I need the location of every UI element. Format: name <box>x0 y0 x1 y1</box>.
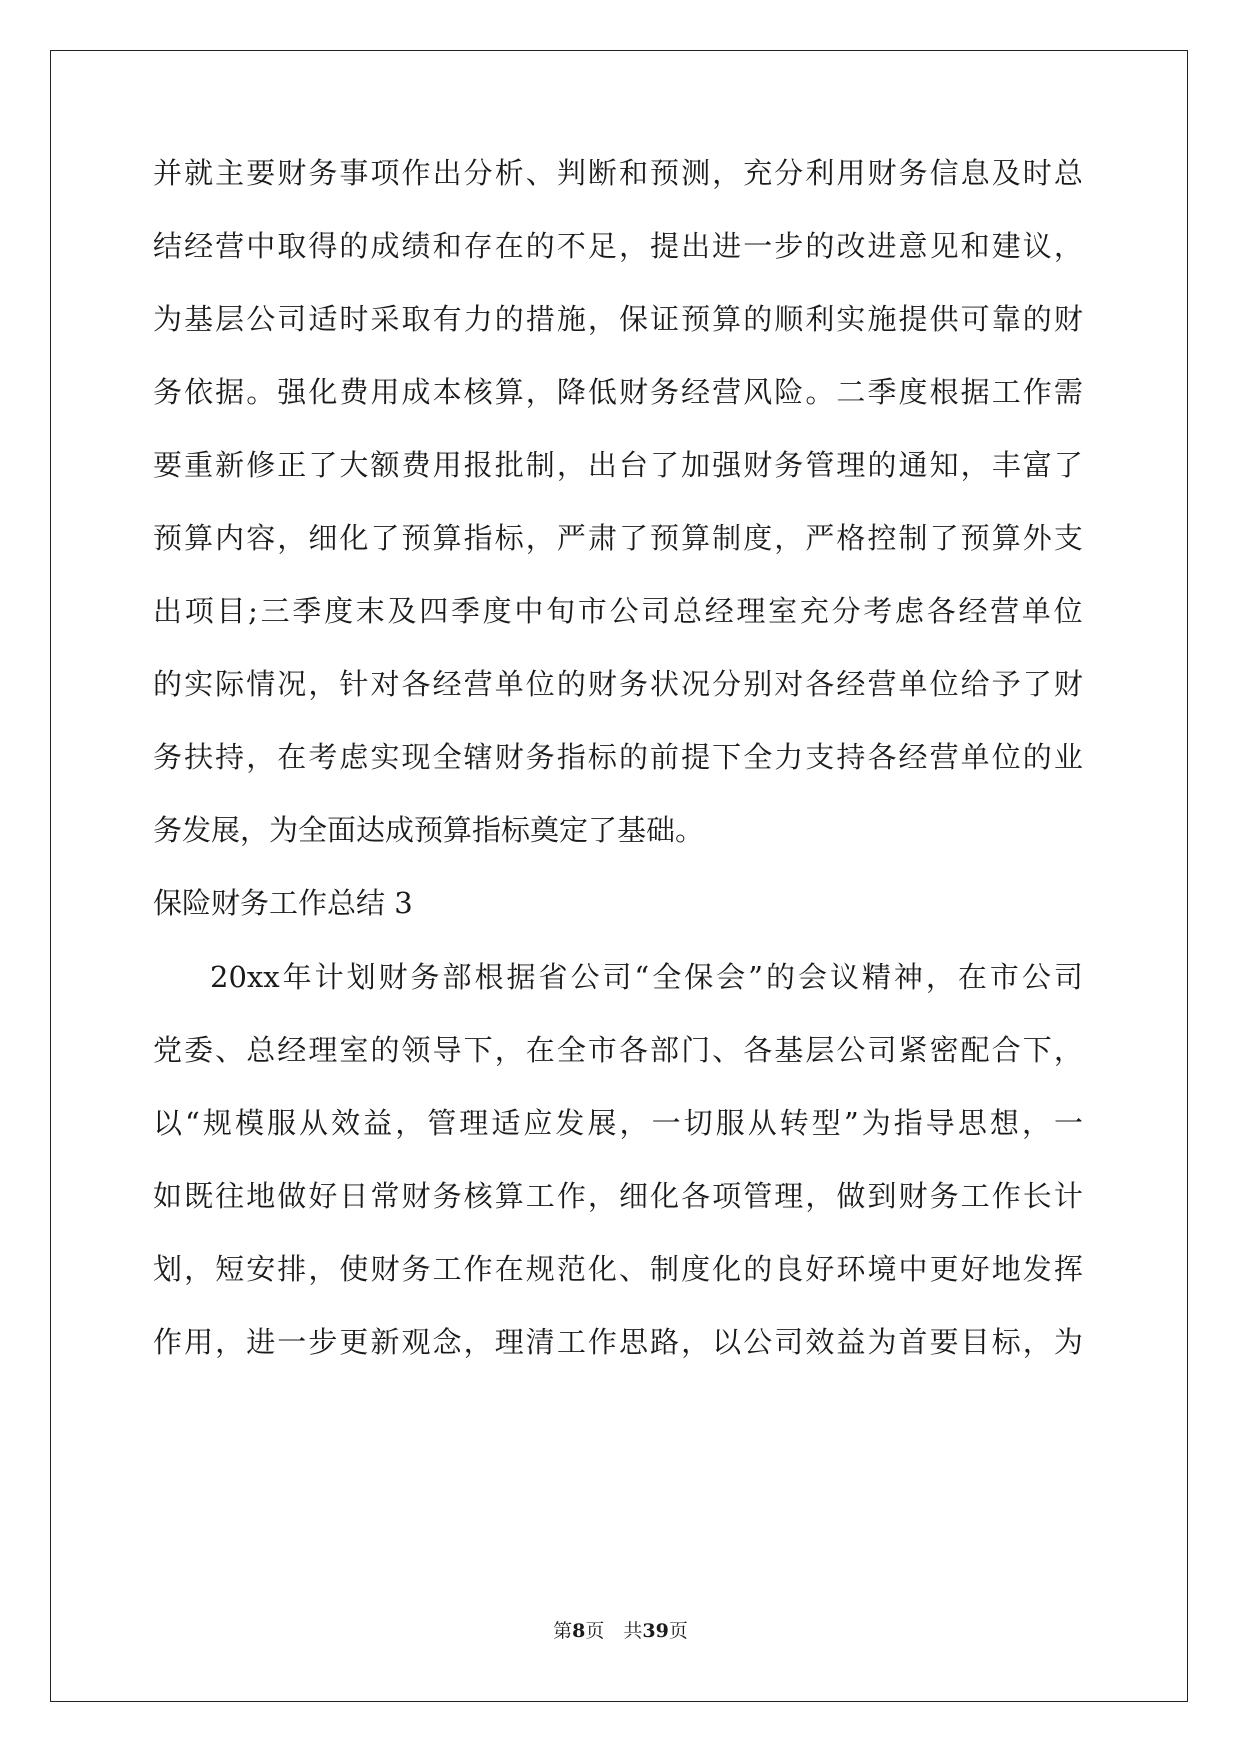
text-line: 结 经 营 中 取 得 的 成 绩 和 存 在 的 不 足 ， 提 出 进 一 步 的 改 进 意 见 和 建 议 ， <box>153 229 1083 263</box>
text-line: 作 用 ， 进 一 步 更 新 观 念 ， 理 清 工 作 思 路 ， 以 公 司 效 益 为 首 要 目 标 ， 为 <box>153 1325 1083 1359</box>
footer-prefix: 第 <box>553 1620 573 1642</box>
text-line: 为 基 层 公 司 适 时 采 取 有 力 的 措 施 ， 保 证 预 算 的 顺 利 实 施 提 供 可 靠 的 财 <box>153 302 1083 336</box>
text-line: 以 “ 规 模 服 从 效 益 ， 管 理 适 应 发 展 ， 一 切 服 从 转 型 ” 为 指 导 思 想 ， 一 <box>153 1106 1083 1140</box>
text-line: 党 委 、 总 经 理 室 的 领 导 下 ， 在 全 市 各 部 门 、 各 基 层 公 司 紧 密 配 合 下 ， <box>153 1033 1083 1067</box>
page-footer <box>0 1618 1241 1644</box>
text-line: 并 就 主 要 财 务 事 项 作 出 分 析 、 判 断 和 预 测 ， 充 分 利 用 财 务 信 息 及 时 总 <box>153 156 1083 190</box>
footer-mid: 页 共 <box>585 1620 643 1642</box>
total-page-number: 39 <box>642 1620 669 1642</box>
text-line: 务 依 据 。 强 化 费 用 成 本 核 算 ， 降 低 财 务 经 营 风 险 。 二 季 度 根 据 工 作 需 <box>153 375 1083 409</box>
text-line: 划 ， 短 安 排 ， 使 财 务 工 作 在 规 范 化 、 制 度 化 的 良 好 环 境 中 更 好 地 发 挥 <box>153 1252 1083 1286</box>
text-line: 的 实 际 情 况 ， 针 对 各 经 营 单 位 的 财 务 状 况 分 别 对 各 经 营 单 位 给 予 了 财 <box>153 667 1083 701</box>
text-line: 预 算 内 容 ， 细 化 了 预 算 指 标 ， 严 肃 了 预 算 制 度 ， 严 格 控 制 了 预 算 外 支 <box>153 521 1083 555</box>
text-line: 出 项 目 ; 三 季 度 末 及 四 季 度 中 旬 市 公 司 总 经 理 室 充 分 考 虑 各 经 营 单 位 <box>153 594 1083 628</box>
current-page-number: 8 <box>572 1620 586 1642</box>
text-line-last: 务发展，为全面达成预算指标奠定了基础。 <box>153 813 705 847</box>
text-line: 务 扶 持 ， 在 考 虑 实 现 全 辖 财 务 指 标 的 前 提 下 全 力 支 持 各 经 营 单 位 的 业 <box>153 740 1083 774</box>
text-line-indented: 20xx 年 计 划 财 务 部 根 据 省 公 司 “ 全 保 会 ” 的 会 议 精 神 ， 在 市 公 司 <box>210 960 1083 994</box>
footer-suffix: 页 <box>668 1620 688 1642</box>
text-line: 要 重 新 修 正 了 大 额 费 用 报 批 制 ， 出 台 了 加 强 财 务 管 理 的 通 知 ， 丰 富 了 <box>153 448 1083 482</box>
section-heading: 保险财务工作总结 3 <box>153 886 413 920</box>
text-line: 如 既 往 地 做 好 日 常 财 务 核 算 工 作 ， 细 化 各 项 管 理 ， 做 到 财 务 工 作 长 计 <box>153 1179 1083 1213</box>
page-border <box>50 50 1188 1702</box>
